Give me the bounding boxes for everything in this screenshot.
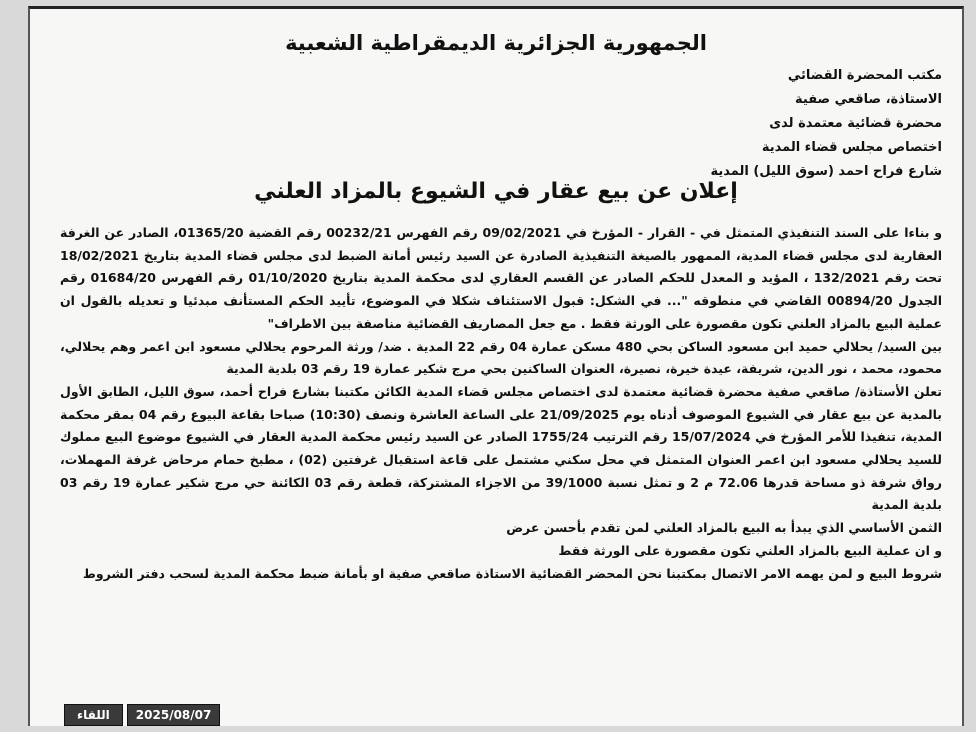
office-info (522, 64, 942, 184)
footer (64, 704, 220, 726)
legal-notice-page (28, 6, 964, 726)
office-line: محضرة قضائية معتمدة لدى (769, 116, 942, 131)
body-paragraph: الثمن الأساسي الذي يبدأ به البيع بالمزاد العلني لمن تقدم بأحسن عرض (506, 520, 942, 536)
office-line: مكتب المحضرة القضائي (787, 68, 942, 83)
office-line: الاستاذة، صاقعي صفية (795, 92, 942, 107)
body-paragraph: و ان عملية البيع بالمزاد العلني تكون مقصورة على الورثة فقط (558, 542, 942, 558)
body-paragraph: تعلن الأستاذة/ صاقعي صفية محضرة قضائية معتمدة لدى اختصاص مجلس قضاء المدية الكائن مكتبنا بشارع فراح أحمد، سوق الليل، الطابق الأول بالمدية عن بيع عقار في الشيوع الموصوف أدناه يوم 21/09/2025 على الساعة العاشرة ونصف (10:30) صباحا بقاعة البيوع رقم 04 بمقر محكمة المدية، تنفيذا للأمر المؤرخ في 15/07/2024 رقم الترتيب 1755/24 الصادر عن السيد رئيس محكمة المدية العقار في الشيوع موضوع البيع مملوك للسيد يحلالي مسعود ابن اعمر العنوان المتمثل في محل سكني مشتمل على قاعة استقبال غرفتين (02) ، مطبخ حمام مرحاض غرفة المهملات، رواق شرفة ذو مساحة قدرها 72.06 م 2 و تمثل نسبة 39/1000 من الاجزاء المشتركة، قطعة رقم 03 الكائنة حي مرج شكير عمارة 19 رقم 03 بلدية المدية (60, 383, 943, 513)
notice-body (60, 222, 942, 585)
body-paragraph: بين السيد/ يحلالي حميد ابن مسعود الساكن بحي 480 مسكن عمارة 04 رقم 22 المدية . ضد/ ورثة المرحوم يحلالي مسعود ابن اعمر وهم يحلالي، محمود، محمد ، نور الدين، شريفة، عيدة خيرة، نصيرة، العنوان الساكنين بحي مرج شكير عمارة 19 رقم 03 بلدية المدية (60, 338, 943, 377)
republic-header: الجمهورية الجزائرية الديمقراطية الشعبية (285, 31, 707, 55)
office-line: اختصاص مجلس قضاء المدية (761, 140, 942, 155)
date-badge: 2025/08/07 (127, 704, 221, 726)
announcement-title: إعلان عن بيع عقار في الشيوع بالمزاد العلني (254, 179, 738, 204)
body-paragraph: و بناءا على السند التنفيذي المتمثل في - القرار - المؤرخ في 09/02/2021 رقم الفهرس 00232/21 رقم القضية 01365/20، الصادر عن الغرفة العقارية لدى مجلس قضاء المدية، الممهور بالصيغة التنفيذية الصادرة عن السيد رئيس أمانة الضبط لدى مجلس قضاء المدية بتاريخ 18/02/2021 تحت رقم 132/2021 ، المؤيد و المعدل للحكم الصادر عن القسم العقاري لدى محكمة المدية بتاريخ 01/10/2020 رقم الفهرس 01684/20 رقم الجدول 00894/20 القاضي في منطوقه "... في الشكل: قبول الاستئناف شكلا في الموضوع، تأييد الحكم المستأنف مبدئيا و تعديله بالقول ان عملية البيع بالمزاد العلني تكون مقصورة على الورثة فقط . مع جعل المصاريف القضائية مناصفة بين الاطراف" (60, 225, 942, 331)
source-badge: اللقاء (64, 704, 123, 726)
office-line: شارع فراح احمد (سوق الليل) المدية (710, 164, 942, 179)
body-paragraph: شروط البيع و لمن يهمه الامر الاتصال بمكتبنا نحن المحضر القضائية الاستاذة صاقعي صفية او بأمانة ضبط محكمة المدية لسحب دفتر الشروط (82, 565, 942, 581)
